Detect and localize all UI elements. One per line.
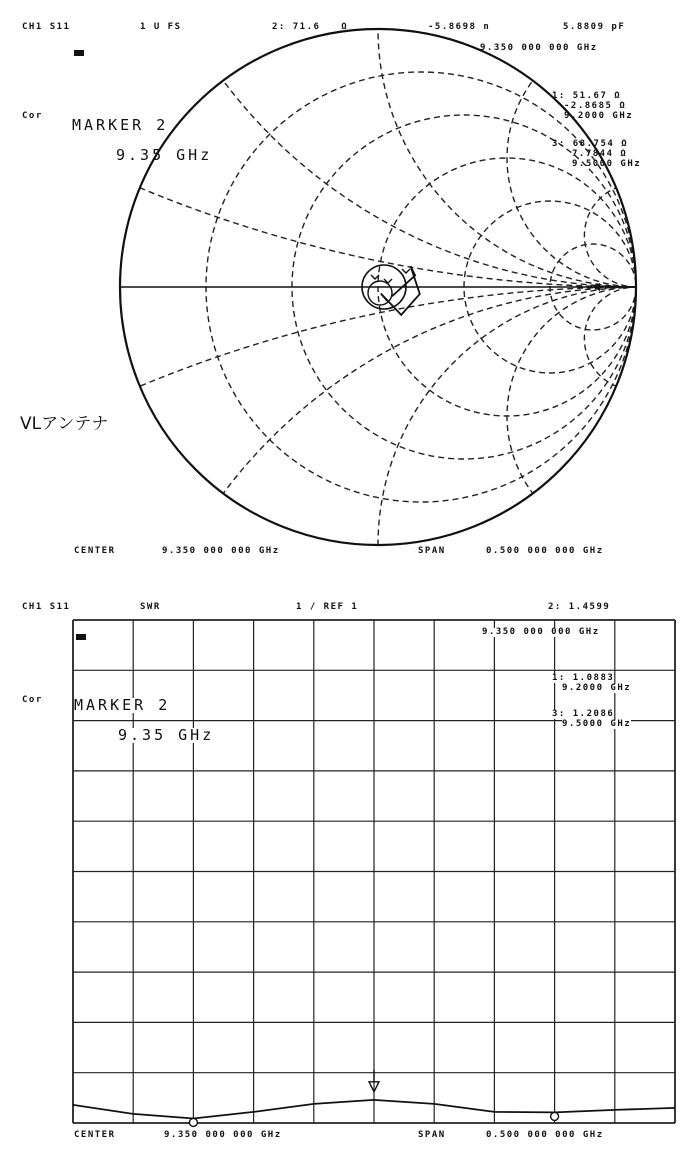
- marker1-tag: 1: 51.67 Ω: [552, 91, 622, 101]
- marker-label: MARKER 2: [72, 116, 169, 134]
- swr-status-block: [76, 628, 86, 644]
- marker-freq: 9.35 GHz: [116, 146, 213, 164]
- marker3-tag: 3: 68.754 Ω: [552, 139, 629, 149]
- swr-marker-label: MARKER 2: [74, 696, 171, 714]
- swr-center-value: 9.350 000 000 GHz: [164, 1130, 282, 1140]
- swr-marker-freq: 9.35 GHz: [118, 726, 215, 744]
- swr-marker3-tag: 3: 1.2086: [552, 709, 615, 719]
- marker1-freq: 9.2000 GHz: [564, 111, 634, 121]
- swr-marker1-freq: 9.2000 GHz: [562, 683, 632, 693]
- swr-scale-label: 1 / REF 1: [296, 602, 359, 612]
- swr-format-label: SWR: [140, 602, 161, 612]
- swr-marker-1: [189, 1118, 197, 1126]
- scale-label: 1 U FS: [140, 22, 182, 32]
- marker3-freq: 9.5000 GHz: [572, 159, 642, 169]
- header-marker-freq: 9.350 000 000 GHz: [480, 43, 598, 53]
- marker3-x: 7.7844 Ω: [572, 149, 628, 159]
- reactance-value: -5.8698 n: [428, 22, 491, 32]
- swr-marker3-freq: 9.5000 GHz: [562, 719, 632, 729]
- center-label: CENTER: [74, 546, 116, 556]
- span-value: 0.500 000 000 GHz: [486, 546, 604, 556]
- swr-channel-label: CH1 S11: [22, 602, 71, 612]
- marker1-x: -2.8685 Ω: [564, 101, 627, 111]
- channel-label: CH1 S11: [22, 22, 71, 32]
- swr-header-marker-freq: 9.350 000 000 GHz: [482, 627, 600, 637]
- swr-marker1-tag: 1: 1.0883: [552, 673, 615, 683]
- swr-span-label: SPAN: [418, 1130, 446, 1140]
- status-block: [74, 44, 84, 60]
- swr-center-label: CENTER: [74, 1130, 116, 1140]
- antenna-annotation: VLアンテナ: [20, 414, 109, 434]
- swr-marker-3: [551, 1112, 559, 1120]
- span-label: SPAN: [418, 546, 446, 556]
- marker-tag: 2: 71.6 Ω: [272, 22, 349, 32]
- swr-marker-tag: 2: 1.4599: [548, 602, 611, 612]
- swr-span-value: 0.500 000 000 GHz: [486, 1130, 604, 1140]
- center-value: 9.350 000 000 GHz: [162, 546, 280, 556]
- swr-cor-label: Cor: [22, 695, 43, 705]
- capacitance-value: 5.8809 pF: [563, 22, 626, 32]
- cor-label: Cor: [22, 111, 43, 121]
- param-label: S11: [49, 22, 71, 32]
